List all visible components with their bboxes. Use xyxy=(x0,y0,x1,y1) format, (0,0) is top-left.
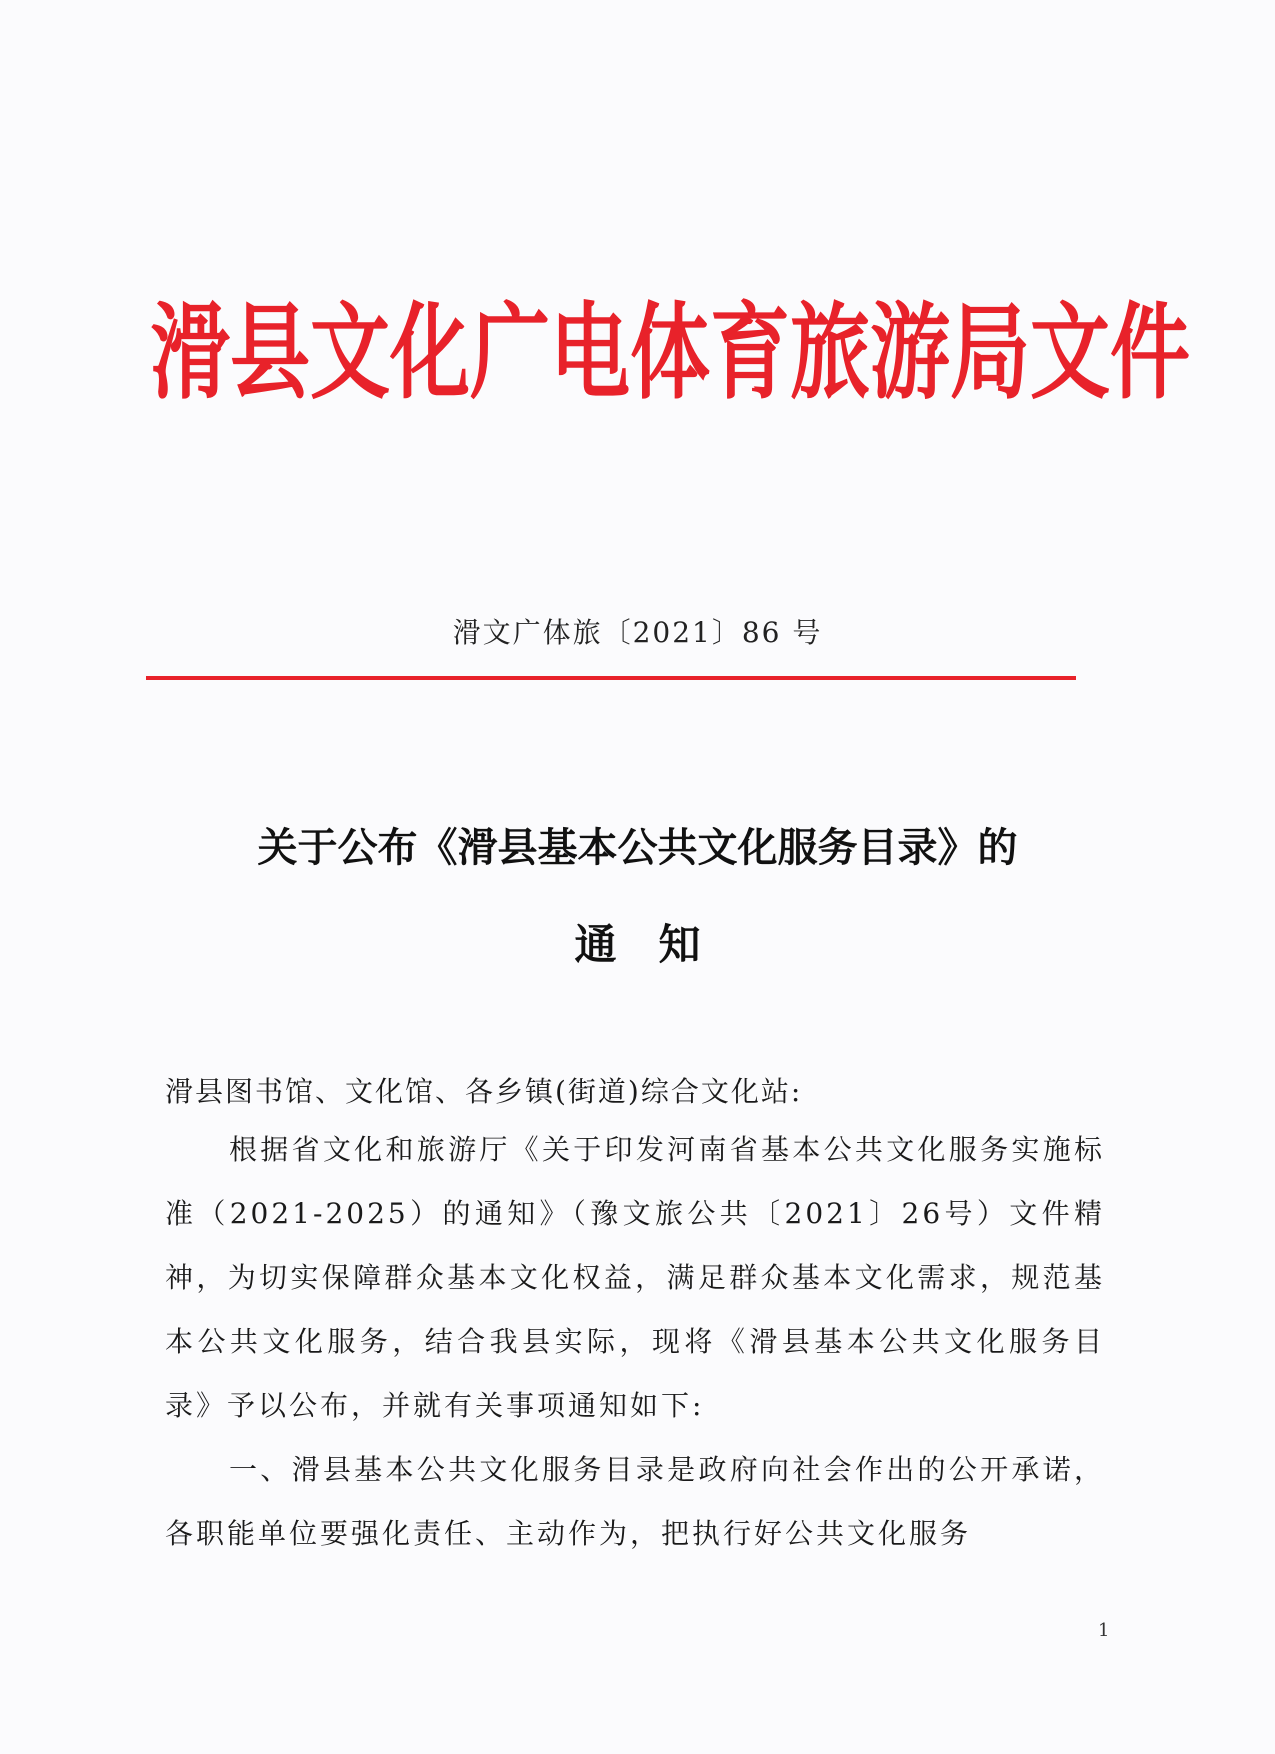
document-number: 滑文广体旅〔2021〕86 号 xyxy=(452,616,823,649)
addressee: 滑县图书馆、文化馆、各乡镇(街道)综合文化站: xyxy=(165,1075,803,1108)
notice-title-line-1: 关于公布《滑县基本公共文化服务目录》的 xyxy=(257,824,1018,871)
masthead-title: 滑县文化广电体育旅游局文件 xyxy=(150,290,1190,414)
page-number: 1 xyxy=(1098,1620,1110,1641)
body-paragraph-1: 根据省文化和旅游厅《关于印发河南省基本公共文化服务实施标准（2021-2025）的通知》（豫文旅公共〔2021〕26号）文件精神，为切实保障群众基本文化权益，满足群众基本文化需求，规范基本公共文化服务，结合我县实际，现将《滑县基本公共文化服务目录》予以公布，并就有关事项通知如下: xyxy=(165,1133,1105,1422)
notice-title-line-2: 通 知 xyxy=(574,920,701,969)
body-paragraph-2: 一、滑县基本公共文化服务目录是政府向社会作出的公开承诺，各职能单位要强化责任、主动作为，把执行好公共文化服务 xyxy=(165,1453,1105,1550)
red-divider-line xyxy=(146,676,1076,680)
